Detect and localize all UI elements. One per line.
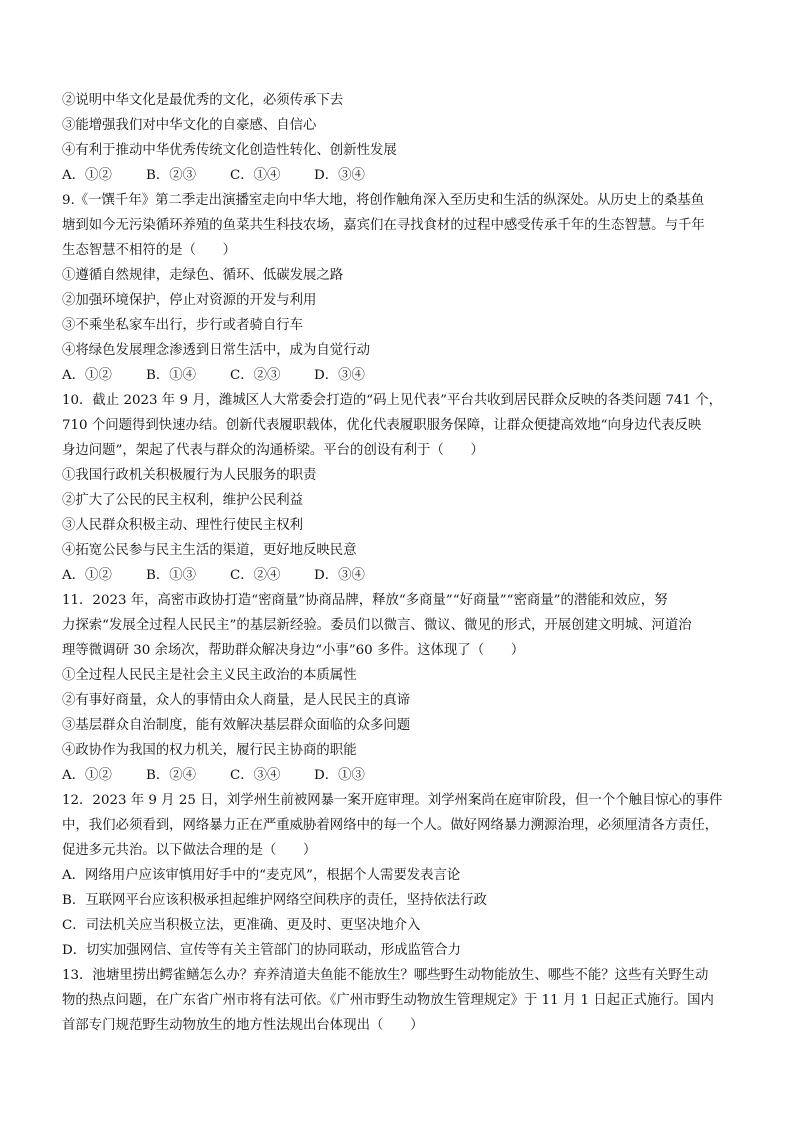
q11-item-4: ④政协作为我国的权力机关，履行民主协商的职能 (62, 743, 357, 758)
q12-choice-b[interactable]: B．互联网平台应该积极承担起维护网络空间秩序的责任，坚持依法行政 (62, 893, 487, 908)
q10-option-b[interactable]: B．①③ (146, 568, 197, 583)
q10-item-3: ③人民群众积极主动、理性行使民主权利 (62, 518, 304, 533)
q9-option-d[interactable]: D．③④ (314, 368, 365, 383)
q11-option-a[interactable]: A．①② (62, 768, 112, 783)
q11-item-2: ②有事好商量，众人的事情由众人商量，是人民民主的真谛 (62, 693, 411, 708)
q9-option-a[interactable]: A．①② (62, 368, 112, 383)
q11-stem-line-3: 理等微调研 30 余场次，帮助群众解决身边“小事”60 多件。这体现了（ ） (62, 643, 525, 658)
q13-stem-line-3: 首部专门规范野生动物放生的地方性法规出台体现出（ ） (62, 1018, 424, 1033)
q9-stem-line-1: 9.《一馔千年》第二季走出演播室走向中华大地，将创作触角深入至历史和生活的纵深处。从历史上的桑基鱼 (62, 193, 705, 208)
q9-item-1: ①遵循自然规律，走绿色、循环、低碳发展之路 (62, 268, 344, 283)
q9-item-2: ②加强环境保护，停止对资源的开发与利用 (62, 293, 317, 308)
q11-item-3: ③基层群众自治制度，能有效解决基层群众面临的众多问题 (62, 718, 411, 733)
q8-item-3: ③能增强我们对中华文化的自豪感、自信心 (62, 118, 317, 133)
q10-stem-line-1: 10．截止 2023 年 9 月，潍城区人大常委会打造的“码上见代表”平台共收到居民群众反映的各类问题 741 个， (62, 393, 723, 408)
q10-option-d[interactable]: D．③④ (314, 568, 365, 583)
q11-options (62, 763, 740, 788)
q8-option-b[interactable]: B．②③ (146, 168, 197, 183)
q13-stem-line-1: 13．池塘里捞出鳄雀鳝怎么办？弃养清道夫鱼能不能放生？哪些野生动物能放生、哪些不能？这些有关野生动 (62, 968, 709, 983)
q10-item-1: ①我国行政机关积极履行为人民服务的职责 (62, 468, 317, 483)
q9-stem-line-3: 生态智慧不相符的是（ ） (62, 243, 237, 258)
q12-choice-a[interactable]: A．网络用户应该审慎用好手中的“麦克风”，根据个人需要发表言论 (62, 868, 461, 883)
q10-item-2: ②扩大了公民的民主权利，维护公民利益 (62, 493, 304, 508)
q9-options (62, 363, 740, 388)
q11-item-1: ①全过程人民民主是社会主义民主政治的本质属性 (62, 668, 357, 683)
q9-item-4: ④将绿色发展理念渗透到日常生活中，成为自觉行动 (62, 343, 370, 358)
q9-stem-line-2: 塘到如今无污染循环养殖的鱼菜共生科技农场，嘉宾们在寻找食材的过程中感受传承千年的生态智慧。与千年 (62, 218, 705, 233)
exam-page (62, 88, 740, 1038)
q9-option-b[interactable]: B．①④ (146, 368, 197, 383)
q9-option-c[interactable]: C．②③ (230, 368, 281, 383)
q10-option-a[interactable]: A．①② (62, 568, 112, 583)
q8-item-2: ②说明中华文化是最优秀的文化，必须传承下去 (62, 93, 344, 108)
q10-stem-line-3: 身边问题”，架起了代表与群众的沟通桥梁。平台的创设有利于（ ） (62, 443, 484, 458)
q10-stem-line-2: 710 个问题得到快速办结。创新代表履职载体，优化代表履职服务保障，让群众便捷高效地“向身边代表反映 (62, 418, 702, 433)
q12-stem-line-1: 12．2023 年 9 月 25 日，刘学州生前被网暴一案开庭审理。刘学州案尚在庭审阶段，但一个个触目惊心的事件 (62, 793, 723, 808)
q10-option-c[interactable]: C．②④ (230, 568, 281, 583)
q8-item-4: ④有利于推动中华优秀传统文化创造性转化、创新性发展 (62, 143, 397, 158)
q13-stem-line-2: 物的热点问题，在广东省广州市将有法可依。《广州市野生动物放生管理规定》于 11 月 1 日起正式施行。国内 (62, 993, 714, 1008)
q8-options (62, 163, 740, 188)
q8-option-a[interactable]: A．①② (62, 168, 112, 183)
q12-choice-d[interactable]: D．切实加强网信、宣传等有关主管部门的协同联动，形成监管合力 (62, 943, 462, 958)
q11-option-b[interactable]: B．②④ (146, 768, 197, 783)
q10-item-4: ④拓宽公民参与民主生活的渠道，更好地反映民意 (62, 543, 357, 558)
q9-item-3: ③不乘坐私家车出行，步行或者骑自行车 (62, 318, 304, 333)
q11-stem-line-1: 11．2023 年，高密市政协打造“密商量”协商品牌，释放“多商量”“好商量”“密商量”的潜能和效应，努 (62, 593, 668, 608)
q12-choice-c[interactable]: C．司法机关应当积极立法，更准确、更及时、更坚决地介入 (62, 918, 421, 933)
q11-stem-line-2: 力探索“发展全过程人民民主”的基层新经验。委员们以微言、微议、微见的形式，开展创建文明城、河道治 (62, 618, 692, 633)
q8-option-d[interactable]: D．③④ (314, 168, 365, 183)
q8-option-c[interactable]: C．①④ (230, 168, 281, 183)
q10-options (62, 563, 740, 588)
q11-option-d[interactable]: D．①③ (314, 768, 365, 783)
q12-stem-line-2: 中，我们必须看到，网络暴力正在严重威胁着网络中的每一个人。做好网络暴力溯源治理，必须厘清各方责任， (62, 818, 719, 833)
q11-option-c[interactable]: C．③④ (230, 768, 281, 783)
q12-stem-line-3: 促进多元共治。以下做法合理的是（ ） (62, 843, 317, 858)
